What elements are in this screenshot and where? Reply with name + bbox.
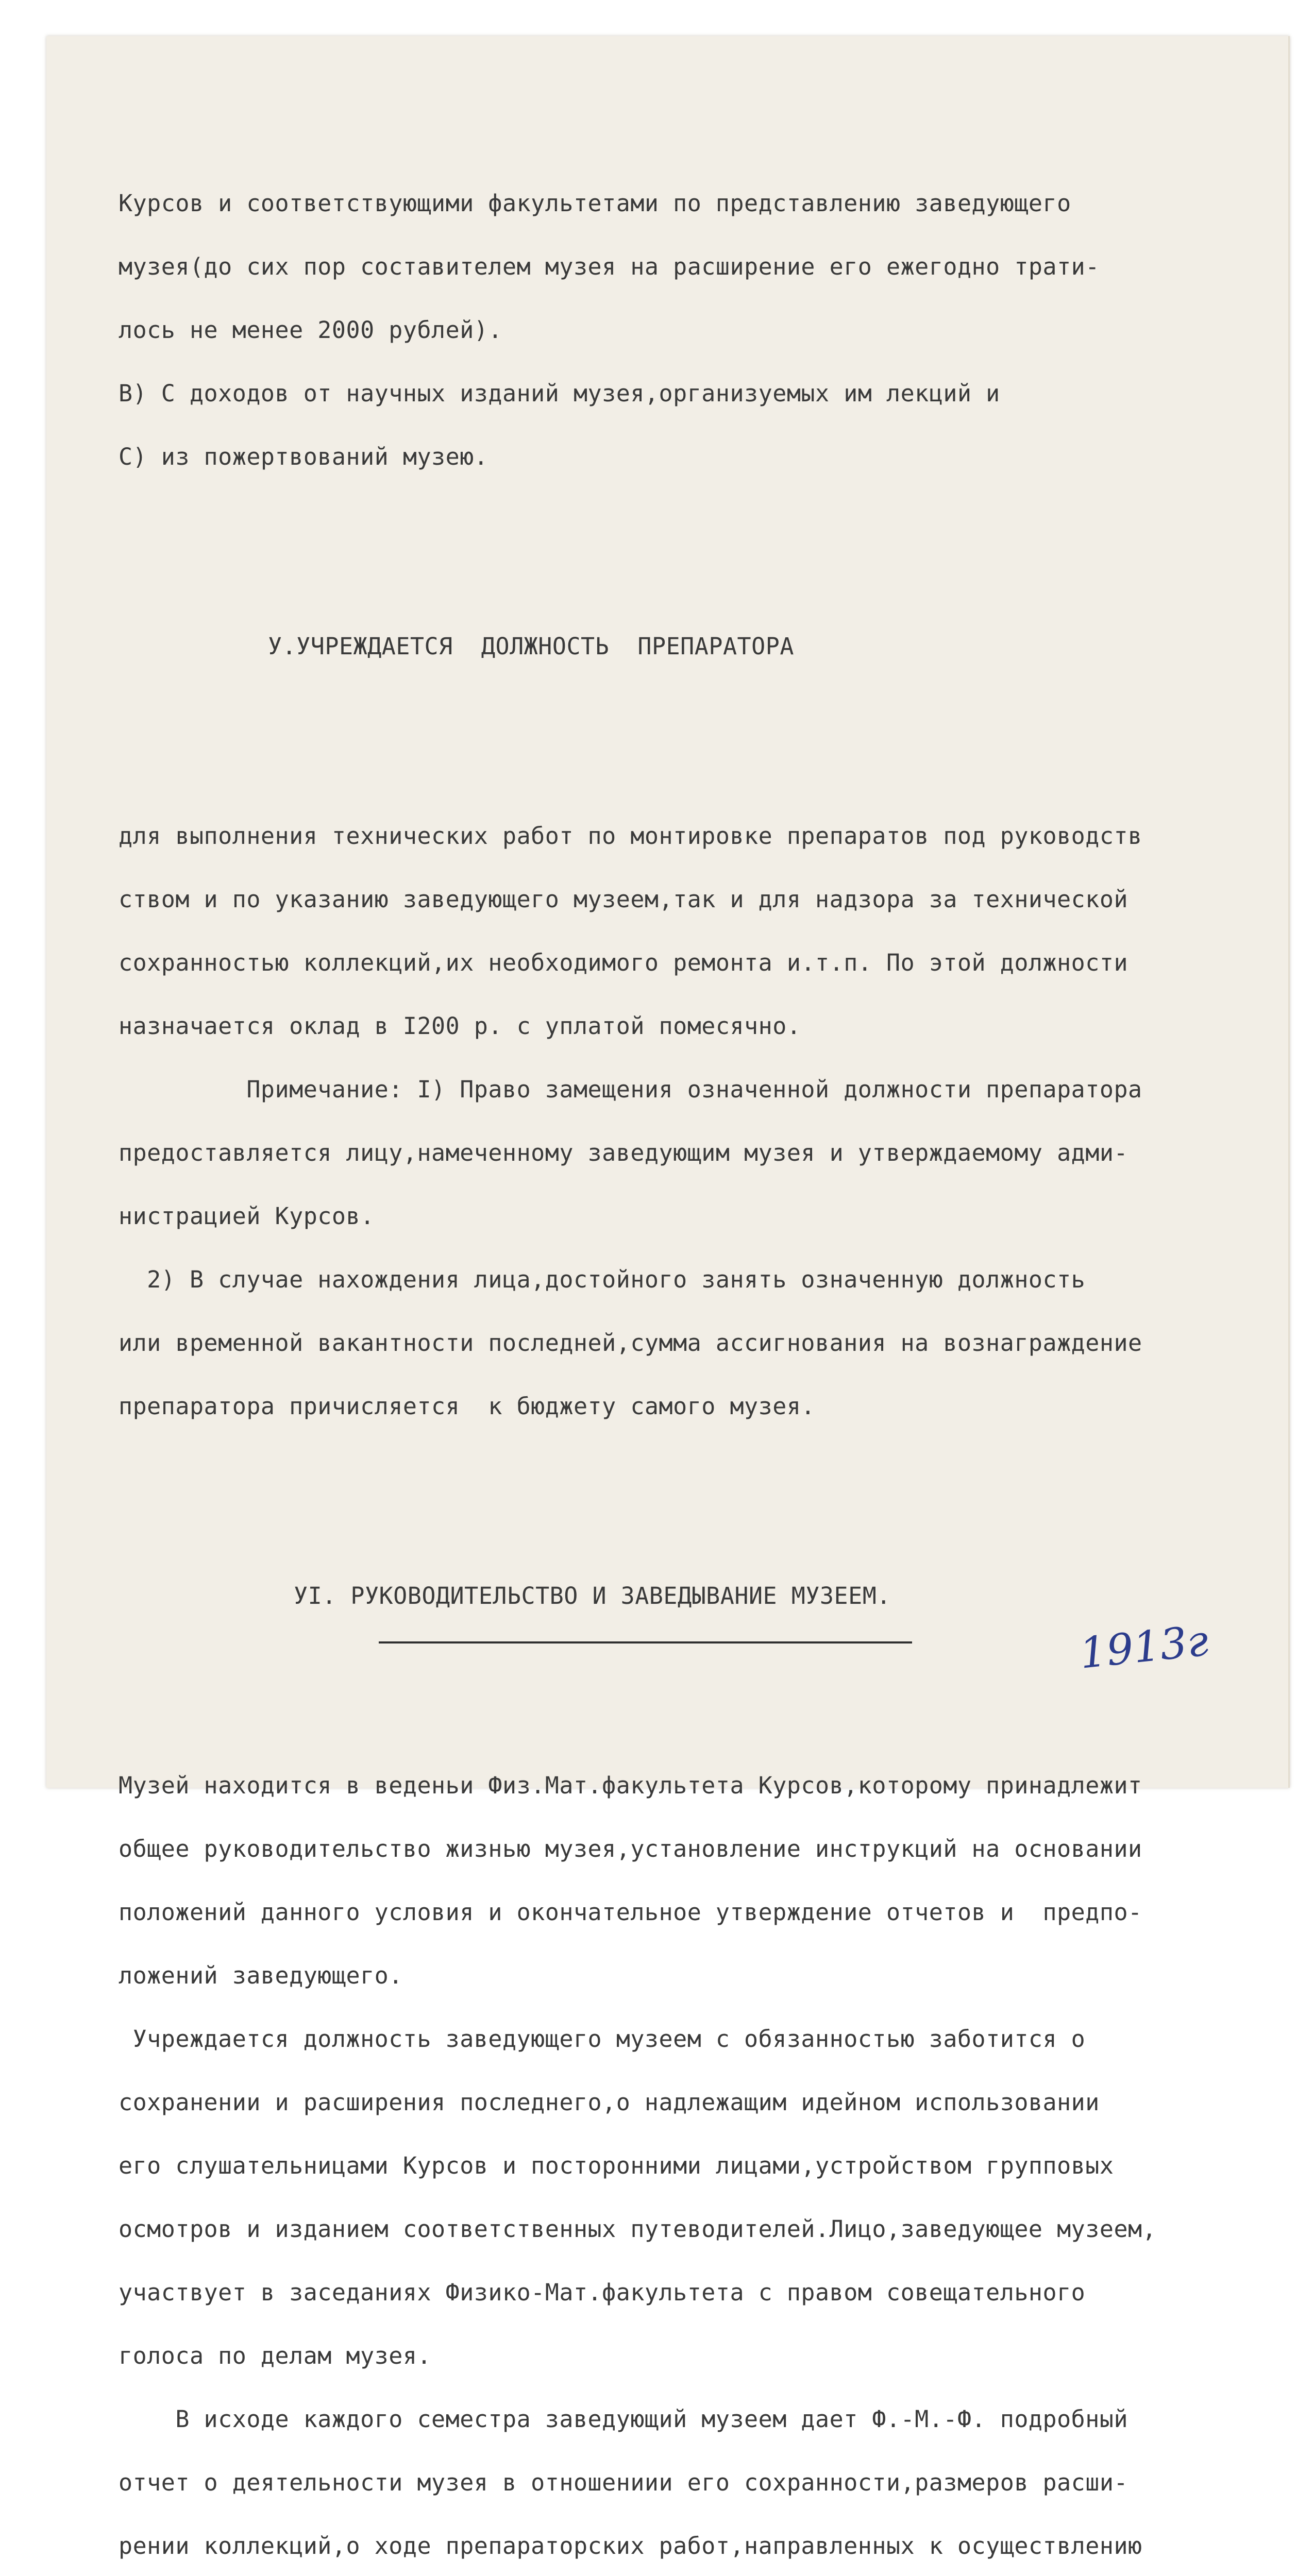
spacer [119,1522,1273,1543]
text-line: ложений заведующего. [119,1962,403,1989]
spacer [119,699,1273,720]
text-line: препаратора причисляется к бюджету самого музея. [119,1393,816,1420]
text-line: положений данного условия и окончательное утверждение отчетов и предпо- [119,1899,1142,1926]
spacer [119,573,1273,594]
text-line: предоставляется лицу,намеченному заведующим музея и утверждаемому адми- [119,1139,1128,1166]
handwritten-date: 1913г [1077,1616,1211,1679]
text-line: его слушательницами Курсов и посторонними лицами,устройством групповых [119,2152,1114,2179]
text-line: участвует в заседаниях Физико-Мат.факультета с правом совещательного [119,2279,1086,2306]
text-line: сохранении и расширения последнего,о надлежащим идейном использовании [119,2089,1100,2116]
text-line: Музей находится в веденьи Физ.Мат.факультета Курсов,которому принадлежит [119,1772,1142,1799]
text-line: рении коллекций,о ходе препараторских работ,направленных к осуществлению [119,2532,1142,2560]
text-line: С) из пожертвований музею. [119,443,488,470]
signature-rule [379,1641,912,1643]
document-body [119,108,1273,2576]
text-line: для выполнения технических работ по монтировке препаратов под руководств [119,822,1142,850]
section-6-body [119,1733,1273,2576]
text-line: осмотров и изданием соответственных путеводителей.Лицо,заведующее музеем, [119,2215,1157,2243]
text-line: музея(до сих пор составителем музея на расширение его ежегодно трати- [119,253,1100,280]
section-5-heading: У.УЧРЕЖДАЕТСЯ ДОЛЖНОСТЬ ПРЕПАРАТОРА [268,633,794,660]
text-line: голоса по делам музея. [119,2342,432,2369]
text-line: нистрацией Курсов. [119,1202,375,1230]
text-line: 2) В случае нахождения лица,достойного занять означенную должность [119,1266,1086,1293]
section-6-heading: УI. РУКОВОДИТЕЛЬСТВО И ЗАВЕДЫВАНИЕ МУЗЕЕМ. [294,1582,891,1609]
text-line: Курсов и соответствующими факультетами по представлению заведующего [119,190,1071,217]
text-line: назначается оклад в I200 р. с уплатой помесячно. [119,1012,801,1040]
intro-block [119,150,1273,510]
text-line: В) С доходов от научных изданий музея,организуемых им лекций и [119,380,1000,407]
text-line: В исходе каждого семестра заведующий музеем дает Ф.-М.-Ф. подробный [119,2405,1128,2433]
text-line: сохранностью коллекций,их необходимого ремонта и.т.п. По этой должности [119,949,1128,976]
text-line: отчет о деятельности музея в отношениии его сохранности,размеров расши- [119,2469,1128,2496]
text-line: или временной вакантности последней,сумма ассигнования на вознаграждение [119,1329,1142,1357]
text-line: ством и по указанию заведующего музеем,так и для надзора за технической [119,886,1128,913]
text-line: Примечание: I) Право замещения означенной должности препаратора [119,1076,1142,1103]
text-line: общее руководительство жизнью музея,установление инструкций на основании [119,1835,1142,1862]
section-5-body [119,783,1273,1459]
text-line: лось не менее 2000 рублей). [119,316,502,344]
text-line: Учреждается должность заведующего музеем с обязанностью заботится о [119,2025,1086,2053]
